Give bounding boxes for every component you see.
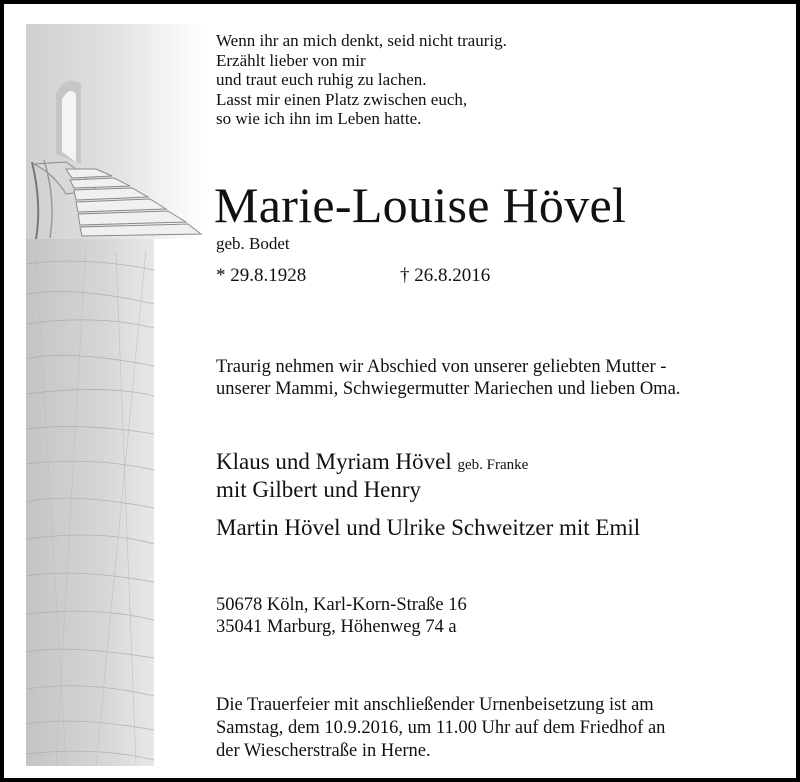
- poem-line: und traut euch ruhig zu lachen.: [216, 70, 427, 89]
- deceased-name: Marie-Louise Hövel: [214, 177, 627, 233]
- address-line: 50678 Köln, Karl-Korn-Straße 16: [216, 595, 467, 615]
- stairway-illustration: [26, 24, 204, 766]
- poem-line: so wie ich ihn im Leben hatte.: [216, 109, 422, 128]
- family-line-2: mit Gilbert und Henry: [216, 477, 422, 502]
- family-member: Klaus und Myriam Hövel: [216, 449, 452, 474]
- poem-line: Erzählt lieber von mir: [216, 50, 366, 70]
- poem-line: Wenn ihr an mich denkt, seid nicht traurig.: [216, 31, 507, 50]
- poem-line: Lasst mir einen Platz zwischen euch,: [216, 89, 468, 109]
- birth-date: * 29.8.1928: [216, 265, 307, 286]
- farewell-message: [216, 356, 680, 400]
- family-line-3: Martin Hövel und Ulrike Schweitzer mit Emil: [216, 515, 641, 540]
- message-line: Traurig nehmen wir Abschied von unserer geliebten Mutter -: [216, 357, 667, 377]
- poem: [216, 31, 507, 129]
- funeral-line: Samstag, dem 10.9.2016, um 11.00 Uhr auf dem Friedhof an: [216, 718, 666, 738]
- funeral-info: [216, 694, 665, 763]
- address-line: 35041 Marburg, Höhenweg 74 a: [216, 617, 457, 637]
- family-member-note: geb. Franke: [457, 457, 529, 473]
- maiden-name: geb. Bodet: [216, 234, 290, 253]
- death-date: † 26.8.2016: [400, 265, 491, 286]
- funeral-line: der Wiescherstraße in Herne.: [216, 741, 431, 761]
- family-line-1: [216, 448, 528, 479]
- funeral-line: Die Trauerfeier mit anschließender Urnenbeisetzung ist am: [216, 695, 654, 715]
- message-line: unserer Mammi, Schwiegermutter Mariechen und lieben Oma.: [216, 379, 681, 399]
- addresses: [216, 594, 467, 638]
